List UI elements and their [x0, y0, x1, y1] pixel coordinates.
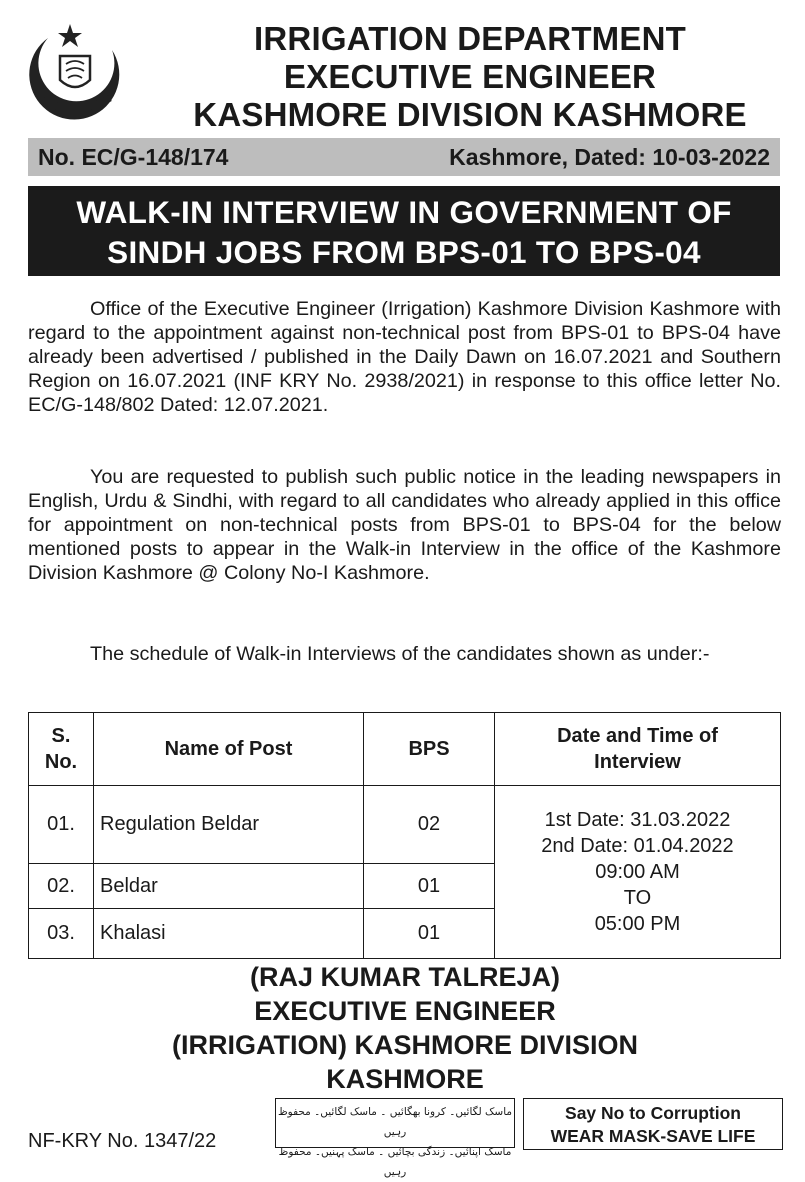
row-bps: 01 — [364, 909, 495, 959]
row-sno: 03. — [29, 909, 94, 959]
row-post-name: Khalasi — [94, 909, 364, 959]
signatory-title: EXECUTIVE ENGINEER — [254, 996, 556, 1026]
signature-block — [60, 960, 750, 1096]
row-post-name: Regulation Beldar — [94, 786, 364, 864]
notice-title — [28, 186, 780, 276]
header-date-line1: Date and Time of — [557, 725, 718, 747]
nf-kry-number: NF-KRY No. 1347/22 — [28, 1130, 217, 1152]
signatory-division: (IRRIGATION) KASHMORE DIVISION — [171, 1030, 638, 1060]
slogan-corruption: Say No to Corruption — [565, 1103, 741, 1123]
interview-date-2: 2nd Date: 01.04.2022 — [541, 835, 734, 857]
reference-number: No. EC/G-148/174 — [38, 143, 229, 170]
header-date-time — [495, 713, 781, 786]
body-paragraph-2: You are requested to publish such public notice in the leading newspapers in English, Urdu & Sindhi, with regard to all candidates who already applied in this office for appointment on non-technical posts from BPS-01 to BPS-04 for the below mentioned posts to appear in the Walk-in Interview in the office of the Kashmore Division Kashmore @ Colony No-I Kashmore. — [28, 466, 781, 584]
header-date-line2: Interview — [594, 751, 681, 773]
row-bps: 02 — [364, 786, 495, 864]
header-line-department: IRRIGATION DEPARTMENT — [254, 20, 686, 57]
row-sno: 02. — [29, 864, 94, 909]
header-sno-line2: No. — [44, 751, 78, 773]
slogan-box — [523, 1098, 783, 1150]
letterhead — [0, 0, 805, 140]
row-bps: 01 — [364, 864, 495, 909]
header-bps: BPS — [364, 713, 495, 786]
urdu-slogan-line2: ماسک اپنائیں۔ زندگی بچائیں ۔ ماسک پہنیں۔ محفوظ رہیں — [278, 1146, 512, 1178]
reference-bar — [28, 138, 780, 176]
row-sno: 01. — [29, 786, 94, 864]
header-line-engineer: EXECUTIVE ENGINEER — [283, 58, 657, 95]
interview-time-from: 09:00 AM — [595, 861, 680, 883]
body-paragraph-1: Office of the Executive Engineer (Irrigation) Kashmore Division Kashmore with regard to the appointment against non-technical post from BPS-01 to BPS-04 have already been advertised / published in the Daily Dawn on 16.07.2021 and Southern Region on 16.07.2021 (INF KRY No. 2938/2021) in response to this office letter No. EC/G-148/802 Dated: 12.07.2021. — [28, 298, 781, 416]
urdu-slogan-line1: ماسک لگائیں۔ کرونا بھگائیں ۔ ماسک لگائیں۔ محفوظ رہیں — [277, 1106, 513, 1138]
header-line-division: KASHMORE DIVISION KASHMORE — [193, 96, 747, 133]
interview-schedule-table — [28, 712, 781, 959]
notice-title-line2: SINDH JOBS FROM BPS-01 TO BPS-04 — [107, 234, 701, 270]
government-seal-icon — [20, 18, 130, 128]
interview-date-time-cell — [495, 786, 781, 959]
table-header-row — [29, 713, 781, 786]
body-paragraph-3: The schedule of Walk-in Interviews of the candidates shown as under:- — [90, 643, 710, 665]
reference-date: Kashmore, Dated: 10-03-2022 — [449, 143, 770, 170]
slogan-mask: WEAR MASK-SAVE LIFE — [550, 1126, 756, 1146]
urdu-mask-slogan — [275, 1098, 515, 1178]
signatory-name: (RAJ KUMAR TALREJA) — [250, 962, 560, 992]
interview-time-to: 05:00 PM — [594, 913, 681, 935]
interview-time-to-label: TO — [623, 887, 652, 909]
notice-title-line1: WALK-IN INTERVIEW IN GOVERNMENT OF — [76, 194, 732, 230]
signatory-location: KASHMORE — [326, 1064, 484, 1094]
header-sno — [29, 713, 94, 786]
interview-date-1: 1st Date: 31.03.2022 — [544, 809, 731, 831]
header-sno-line1: S. — [51, 725, 71, 747]
table-row — [29, 786, 781, 864]
header-post-name: Name of Post — [94, 713, 364, 786]
row-post-name: Beldar — [94, 864, 364, 909]
